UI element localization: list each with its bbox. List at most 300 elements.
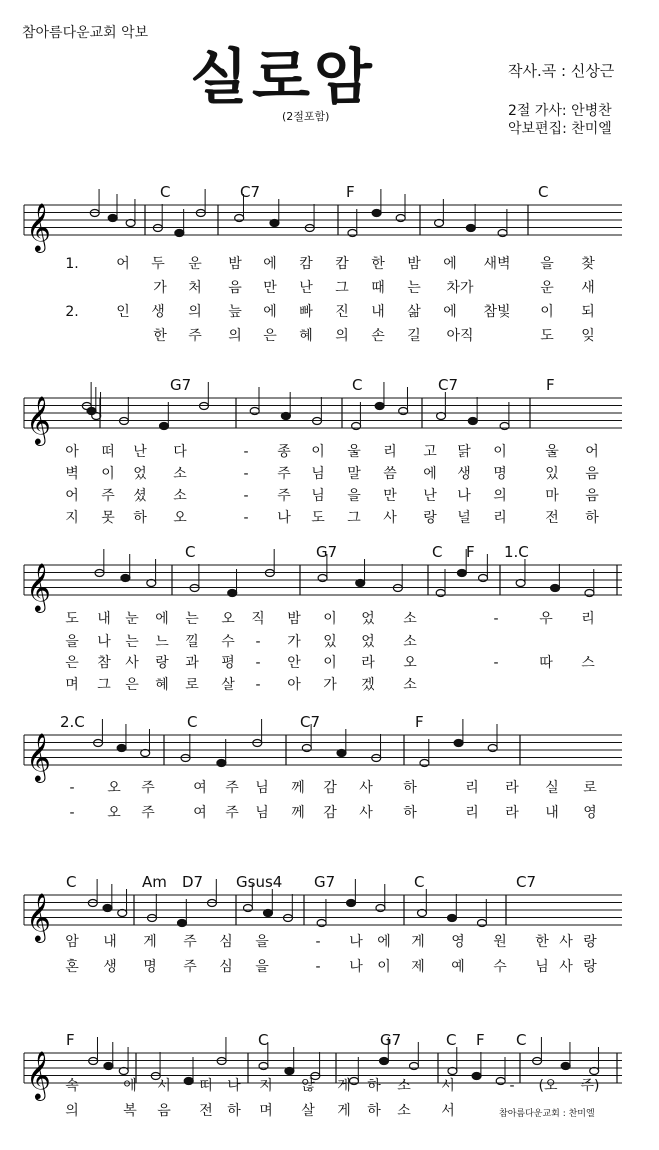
chord-symbol: G7 [316,543,338,561]
lyric-syllable: 어 [585,444,599,460]
lyric-syllable: 있 [323,634,337,650]
lyric-syllable: 만 [383,488,397,504]
lyric-syllable: 난 [423,488,437,504]
treble-clef-icon: 𝄞 [26,202,51,251]
lyric-syllable: 여 [193,805,207,821]
note-head [104,1063,113,1070]
treble-clef-icon: 𝄞 [26,395,51,444]
note-head [551,585,560,592]
lyric-syllable: 생 [151,304,165,320]
note-head [92,413,101,420]
lyric-syllable: 랑 [423,510,437,526]
lyric-syllable: 두 [151,256,165,272]
lyric-syllable: 이 [323,611,337,627]
lyric-syllable: 에 [263,304,277,320]
lyric-syllable: 명 [143,959,157,975]
lyric-syllable: 나 [227,1078,241,1094]
lyric-syllable: 하 [367,1103,381,1119]
lyric-syllable: 빠 [299,304,313,320]
lyric-syllable: 하 [403,805,417,821]
lyric-syllable: 주 [225,805,239,821]
chord-symbol: C [446,1031,457,1049]
lyric-syllable: 에 [123,1078,137,1094]
lyric-syllable: 랑 [583,934,597,950]
note-head [561,1063,570,1070]
lyric-syllable: - [243,510,249,526]
lyric-syllable: 않 [301,1078,315,1094]
lyric-syllable: 의 [188,304,202,320]
lyric-syllable: 의 [65,1103,79,1119]
lyric-syllable: 캄 [299,256,313,272]
lyric-syllable: 는 [185,611,199,627]
lyric-syllable: 나 [457,488,471,504]
lyric-syllable: 며 [65,677,79,693]
lyric-syllable: 원 [493,934,507,950]
lyric-syllable: 며 [259,1103,273,1119]
lyric-syllable: 사 [125,655,139,671]
chord-symbol: F [476,1031,485,1049]
note-head [468,418,477,425]
lyric-syllable: 하 [367,1078,381,1094]
lyric-syllable: 라 [361,655,375,671]
lyric-syllable: 진 [335,304,349,320]
chord-symbol: C [185,543,196,561]
chord-symbol: C [258,1031,269,1049]
lyric-syllable: 난 [133,444,147,460]
note-head [121,575,130,582]
lyric-syllable: 새 [581,280,595,296]
lyric-syllable: 운 [188,256,202,272]
lyric-syllable: 도 [311,510,325,526]
lyric-syllable: 님 [311,466,325,482]
lyric-syllable: 속 [65,1078,79,1094]
lyric-syllable: - [509,1078,515,1094]
chord-symbol: Am [142,873,167,891]
lyric-syllable: 혜 [155,677,169,693]
note-head [264,910,273,917]
lyric-syllable: 아직 [446,328,474,344]
note-head [437,413,446,420]
lyric-syllable: 게 [411,934,425,950]
chord-symbol: F [546,376,555,394]
chord-symbol: C7 [300,713,321,731]
lyric-syllable: 소 [173,488,187,504]
lyric-syllable: 생 [457,466,471,482]
lyric-syllable: 스 [581,655,595,671]
lyric-syllable: - [243,466,249,482]
lyric-syllable: 을 [255,934,269,950]
lyric-syllable: 소 [397,1103,411,1119]
note-head [141,750,150,757]
note-head [117,745,126,752]
lyric-syllable: 주 [188,328,202,344]
note-head [375,403,384,410]
lyric-syllable: 은 [65,655,79,671]
lyric-syllable: 오 [107,780,121,796]
lyric-syllable: - [69,805,75,821]
lyric-syllable: 리 [493,510,507,526]
lyric-syllable: 주 [183,959,197,975]
lyric-syllable: - [493,655,499,671]
lyric-syllable: 주 [277,488,291,504]
chord-symbol: F [346,183,355,201]
lyric-syllable: 여 [193,780,207,796]
lyric-syllable: - [243,488,249,504]
lyric-syllable: 사 [559,934,573,950]
lyric-syllable: 떠 [101,444,115,460]
lyric-syllable: - [255,677,261,693]
lyric-syllable: 심 [219,959,233,975]
lyric-syllable: 사 [359,780,373,796]
lyric-syllable: 님 [311,488,325,504]
lyric-syllable: 사 [559,959,573,975]
lyric-syllable: 리 [581,611,595,627]
lyric-syllable: 다 [173,444,187,460]
lyric-syllable: 나 [277,510,291,526]
treble-clef-icon: 𝄞 [26,732,51,781]
note-head [270,220,279,227]
lyric-syllable: 하 [227,1103,241,1119]
lyric-syllable: 사 [383,510,397,526]
lyric-syllable: 이 [311,444,325,460]
lyric-syllable: - [255,655,261,671]
note-head [108,215,117,222]
footer-credit: 참아름다운교회 : 찬미엘 [499,1109,595,1119]
lyric-syllable: 나 [349,934,363,950]
lyric-syllable: 길 [407,328,421,344]
lyric-syllable: 음 [157,1103,171,1119]
lyric-syllable: 차가 [446,280,474,296]
lyric-syllable: 고 [423,444,437,460]
chord-symbol: 1.C [504,543,529,561]
lyric-syllable: - [69,780,75,796]
lyric-syllable: 가 [287,634,301,650]
lyric-syllable: 나 [97,634,111,650]
note-head [178,920,187,927]
church-name: 참아름다운교회 악보 [22,25,149,41]
lyric-syllable: 안 [287,655,301,671]
lyricist-credit: 2절 가사: 안병찬 [508,103,612,119]
lyric-syllable: 도 [65,611,79,627]
lyric-syllable: 수 [493,959,507,975]
lyric-syllable: 을 [255,959,269,975]
chord-symbol: F [466,543,475,561]
lyric-syllable: 말 [347,466,361,482]
lyric-syllable: 널 [457,510,471,526]
lyric-syllable: 제 [411,959,425,975]
note-head [347,900,356,907]
lyric-syllable: 오 [173,510,187,526]
lyric-syllable: 평 [221,655,235,671]
note-head [435,220,444,227]
treble-clef-icon: 𝄞 [26,1050,51,1099]
lyric-syllable: 생 [103,959,117,975]
lyric-syllable: 이 [323,655,337,671]
chord-symbol: G7 [314,873,336,891]
lyric-syllable: 눈 [125,611,139,627]
lyric-syllable: 하 [403,780,417,796]
lyric-syllable: 되 [581,304,595,320]
lyric-syllable: 로 [583,780,597,796]
lyric-syllable: 내 [97,611,111,627]
lyric-syllable: 마 [545,488,559,504]
lyric-syllable: 밤 [407,256,421,272]
lyric-syllable: - [243,444,249,460]
lyric-syllable: 삶 [407,304,421,320]
lyric-syllable: 지 [259,1078,273,1094]
lyric-syllable: 참 [97,655,111,671]
lyric-syllable: 참빛 [483,304,511,320]
lyric-syllable: 감 [323,780,337,796]
chord-symbol: C7 [438,376,459,394]
lyric-syllable: 라 [505,780,519,796]
chord-symbol: C [414,873,425,891]
lyric-syllable: 따 [539,655,553,671]
lyric-syllable: 우 [539,611,553,627]
lyric-syllable: 었 [133,466,147,482]
lyric-syllable: 어 [65,488,79,504]
lyric-syllable: 전 [199,1103,213,1119]
lyric-syllable: 감 [323,805,337,821]
lyric-syllable: - [255,634,261,650]
lyric-syllable: 닭 [457,444,471,460]
note-head [118,910,127,917]
lyric-syllable: 그 [335,280,349,296]
lyric-syllable: 2. [65,304,79,320]
lyric-syllable: 오 [221,611,235,627]
chord-symbol: G7 [380,1031,402,1049]
lyric-syllable: 음 [228,280,242,296]
chord-symbol: Gsus4 [236,873,283,891]
lyric-syllable: 아 [65,444,79,460]
lyric-syllable: 의 [228,328,242,344]
lyric-syllable: 님 [535,959,549,975]
lyric-syllable: 종 [277,444,291,460]
lyric-syllable: 음 [585,466,599,482]
lyric-syllable: 영 [451,934,465,950]
chord-symbol: C [538,183,549,201]
lyric-syllable: 로 [185,677,199,693]
lyric-syllable: 주 [141,805,155,821]
lyric-syllable: 가 [323,677,337,693]
lyric-syllable: 서 [157,1078,171,1094]
lyric-syllable: 게 [337,1078,351,1094]
lyric-syllable: - [493,611,499,627]
lyric-syllable: 주 [101,488,115,504]
note-head [454,740,463,747]
lyric-syllable: 복 [123,1103,137,1119]
lyric-syllable: 캄 [335,256,349,272]
lyric-syllable: 그 [347,510,361,526]
note-head [516,580,525,587]
lyric-syllable: 에 [443,304,457,320]
lyric-syllable: 내 [371,304,385,320]
lyric-syllable: 심 [219,934,233,950]
chord-symbol: C7 [516,873,537,891]
lyric-syllable: 에 [377,934,391,950]
lyric-syllable: 님 [255,805,269,821]
lyric-syllable: 잊 [581,328,595,344]
editor-credit: 악보편집: 찬미엘 [508,121,612,137]
lyric-syllable: 낄 [185,634,199,650]
lyric-syllable: 내 [103,934,117,950]
chord-symbol: C [432,543,443,561]
lyric-syllable: 하 [133,510,147,526]
lyric-syllable: 어 [116,256,130,272]
lyric-syllable: 님 [255,780,269,796]
lyric-syllable: 그 [97,677,111,693]
lyric-syllable: 느 [155,634,169,650]
lyric-syllable: 을 [65,634,79,650]
lyric-syllable: 예 [451,959,465,975]
lyric-syllable: 주 [225,780,239,796]
chord-symbol: C7 [240,183,261,201]
lyric-syllable: 못 [101,510,115,526]
song-title: 실로암 [190,43,376,113]
lyric-syllable: 소 [403,634,417,650]
lyric-syllable: 리 [465,805,479,821]
note-head [285,1068,294,1075]
lyric-syllable: 아 [287,677,301,693]
note-head [175,230,184,237]
lyric-syllable: 있 [545,466,559,482]
note-head [160,423,169,430]
note-head [217,760,226,767]
lyric-syllable: 께 [291,805,305,821]
lyric-syllable: 1. [65,256,79,272]
lyric-syllable: 소 [403,611,417,627]
chord-symbol: D7 [182,873,204,891]
lyric-syllable: 을 [540,256,554,272]
chord-symbol: C [160,183,171,201]
lyric-syllable: 주) [580,1078,600,1094]
lyric-syllable: 새벽 [483,256,511,272]
lyric-syllable: 손 [371,328,385,344]
note-head [372,210,381,217]
note-head [356,580,365,587]
note-head [184,1078,193,1085]
lyric-syllable: 오 [107,805,121,821]
lyric-syllable: - [315,934,321,950]
note-head [119,1068,128,1075]
lyric-syllable: 서 [441,1103,455,1119]
chord-symbol: C [187,713,198,731]
lyric-syllable: 은 [263,328,277,344]
note-head [448,915,457,922]
lyric-syllable: 씀 [383,466,397,482]
lyric-syllable: 나 [349,959,363,975]
chord-symbol: C [66,873,77,891]
lyric-syllable: 에 [155,611,169,627]
lyric-syllable: 었 [361,634,375,650]
lyric-syllable: 셨 [133,488,147,504]
lyric-syllable: 지 [65,510,79,526]
chord-symbol: F [66,1031,75,1049]
lyric-syllable: 이 [493,444,507,460]
note-head [466,225,475,232]
lyric-syllable: 리 [383,444,397,460]
note-head [281,413,290,420]
lyric-syllable: - [315,959,321,975]
lyric-syllable: 에 [443,256,457,272]
lyric-syllable: 때 [371,280,385,296]
lyric-syllable: 처 [188,280,202,296]
lyric-syllable: 는 [407,280,421,296]
lyric-syllable: 겠 [361,677,375,693]
chord-symbol: F [415,713,424,731]
lyric-syllable: 하 [585,510,599,526]
lyric-syllable: 께 [291,780,305,796]
lyric-syllable: 사 [359,805,373,821]
lyric-syllable: 만 [263,280,277,296]
lyric-syllable: 실 [545,780,559,796]
lyric-syllable: 혼 [65,959,79,975]
note-head [103,905,112,912]
lyric-syllable: 한 [153,328,167,344]
lyric-syllable: 에 [263,256,277,272]
lyric-syllable: 라 [505,805,519,821]
lyric-syllable: 명 [493,466,507,482]
lyric-syllable: 소 [173,466,187,482]
lyric-syllable: 살 [221,677,235,693]
lyric-syllable: 수 [221,634,235,650]
lyric-syllable: 난 [299,280,313,296]
lyric-syllable: 에 [423,466,437,482]
lyric-syllable: 소 [397,1078,411,1094]
lyric-syllable: 리 [465,780,479,796]
lyric-syllable: 음 [585,488,599,504]
lyric-syllable: 의 [335,328,349,344]
lyric-syllable: 오 [403,655,417,671]
chord-symbol: G7 [170,376,192,394]
lyric-syllable: 주 [277,466,291,482]
lyric-syllable: 는 [125,634,139,650]
lyric-syllable: 운 [540,280,554,296]
note-head [337,750,346,757]
lyric-syllable: 은 [125,677,139,693]
lyric-syllable: 한 [535,934,549,950]
lyric-syllable: 주 [183,934,197,950]
note-head [228,590,237,597]
chord-symbol: 2.C [60,713,85,731]
note-head [380,1058,389,1065]
lyric-syllable: 랑 [155,655,169,671]
lyric-syllable: 늪 [228,304,242,320]
lyric-syllable: 암 [65,934,79,950]
lyric-syllable: 이 [101,466,115,482]
lyric-syllable: 내 [545,805,559,821]
lyric-syllable: 의 [493,488,507,504]
lyric-syllable: 울 [347,444,361,460]
lyric-syllable: 을 [347,488,361,504]
lyric-syllable: 주 [141,780,155,796]
note-head [418,910,427,917]
lyric-syllable: 벽 [65,466,79,482]
lyric-syllable: 었 [361,611,375,627]
lyric-syllable: 밤 [228,256,242,272]
lyric-syllable: 한 [371,256,385,272]
lyric-syllable: 혜 [299,328,313,344]
chord-symbol: C [352,376,363,394]
chord-symbol: C [516,1031,527,1049]
lyric-syllable: 떠 [199,1078,213,1094]
treble-clef-icon: 𝄞 [26,892,51,941]
lyric-syllable: 가 [153,280,167,296]
lyric-syllable: 찾 [581,256,595,272]
note-head [448,1068,457,1075]
note-head [472,1073,481,1080]
lyric-syllable: 게 [337,1103,351,1119]
